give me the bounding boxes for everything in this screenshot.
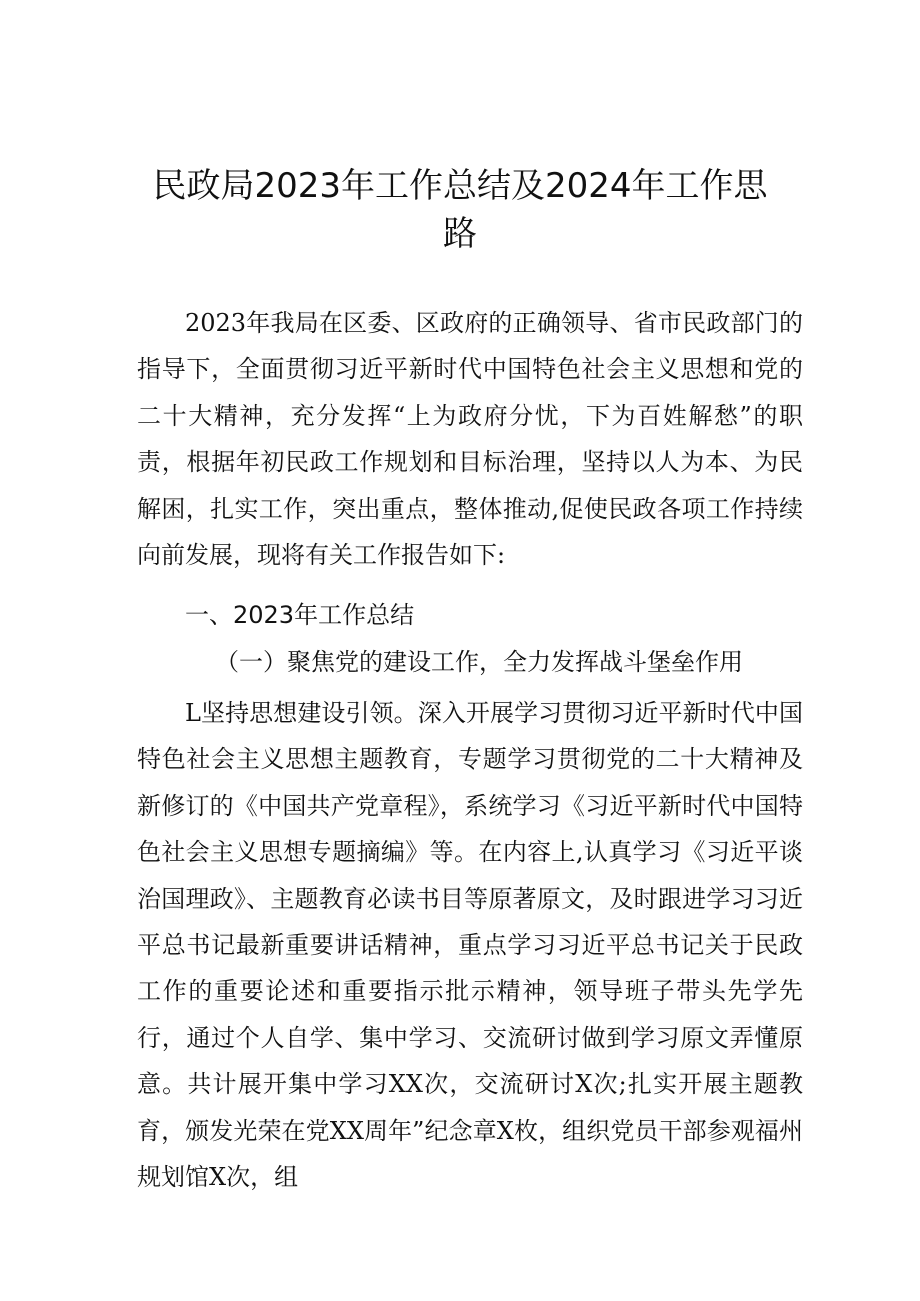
intro-paragraph: 2023年我局在区委、区政府的正确领导、省市民政部门的指导下，全面贯彻习近平新时代中国特色社会主义思想和党的二十大精神，充分发挥“上为政府分忧，下为百姓解愁”的职责，根据年初民政工作规划和目标治理，坚持以人为本、为民解困，扎实工作，突出重点，整体推动,促使民政各项工作持续向前发展，现将有关工作报告如下: [137,309,803,570]
title-line-2: 路 [443,214,477,254]
subsection-heading: （一）聚焦党的建设工作，全力发挥战斗堡垒作用 [215,648,743,676]
body-paragraph: L坚持思想建设引领。深入开展学习贯彻习近平新时代中国特色社会主义思想主题教育，专题学习贯彻党的二十大精神及新修订的《中国共产党章程》，系统学习《习近平新时代中国特色社会主义思想专题摘编》等。在内容上,认真学习《习近平谈治国理政》、主题教育必读书目等原著原文，及时跟进学习习近平总书记最新重要讲话精神，重点学习习近平总书记关于民政工作的重要论述和重要指示批示精神，领导班子带头先学先行，通过个人自学、集中学习、交流研讨做到学习原文弄懂原意。共计展开集中学习XX次，交流研讨X次;扎实开展主题教育，颁发光荣在党XX周年”纪念章X枚，组织党员干部参观福州规划馆X次，组 [137,699,803,1192]
document-title [100,162,820,258]
section-heading: 一、2023年工作总结 [185,601,415,629]
title-line-1: 民政局2023年工作总结及2024年工作思 [152,166,768,206]
